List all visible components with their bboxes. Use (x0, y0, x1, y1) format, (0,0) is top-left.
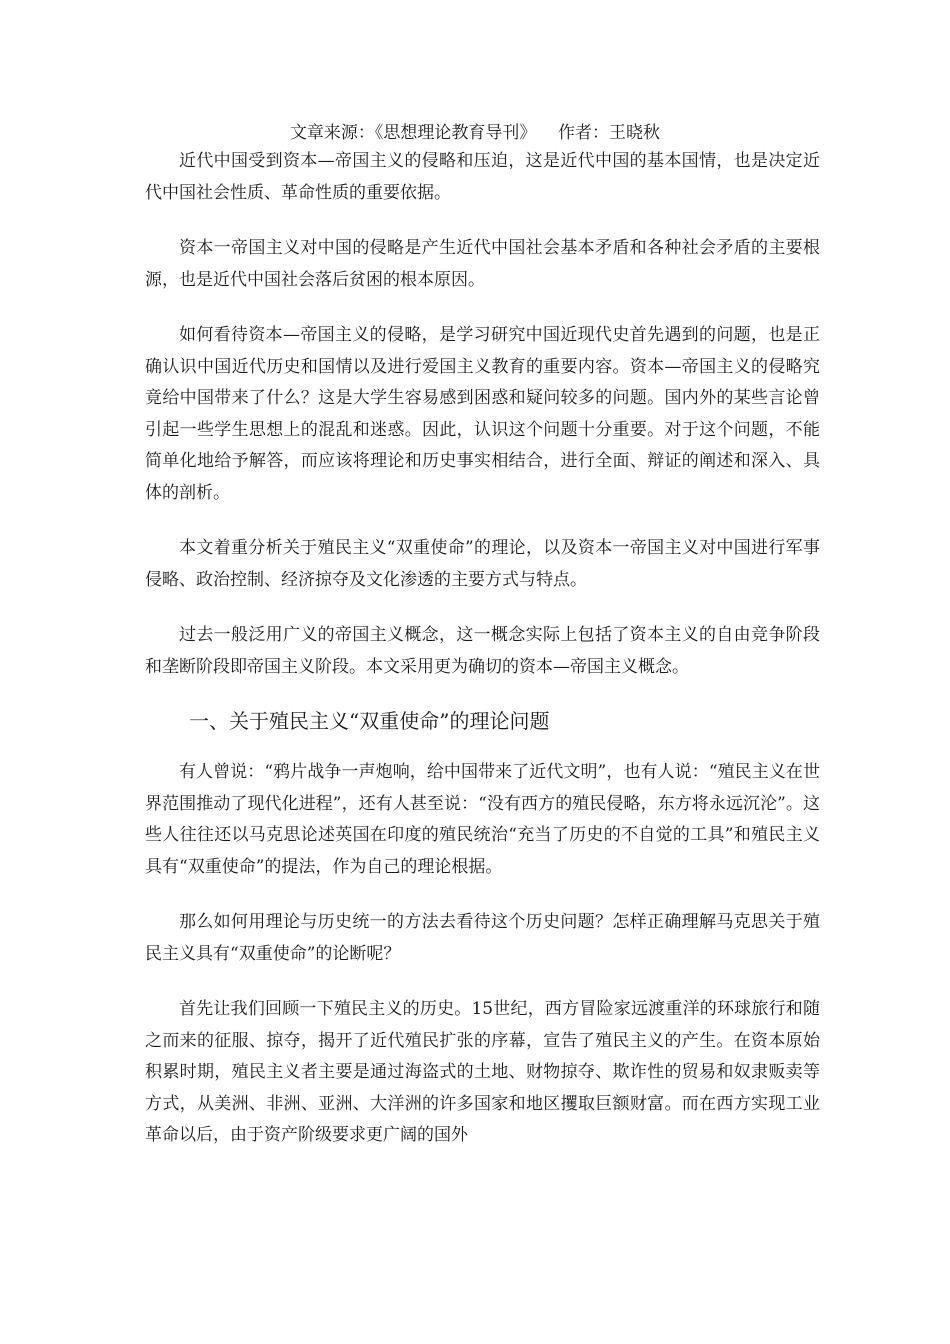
paragraph-intro-3: 如何看待资本—帝国主义的侵略，是学习研究中国近现代史首先遇到的问题，也是正确认识中国近代历史和国情以及进行爱国主义教育的重要内容。资本—帝国主义的侵略究竟给中国带来了什么？这是大学生容易感到困惑和疑问较多的问题。国内外的某些言论曾引起一些学生思想上的混乱和迷惑。因此，认识这个问题十分重要。对于这个问题，不能简单化地给予解答，而应该将理论和历史事实相结合，进行全面、辩证的阐述和深入、具体的剖析。 (145, 325, 820, 503)
paragraph-section-2: 那么如何用理论与历史统一的方法去看待这个历史问题？怎样正确理解马克思关于殖民主义具有“双重使命”的论断呢？ (145, 912, 820, 964)
paragraph-intro-4: 本文着重分析关于殖民主义“双重使命”的理论，以及资本一帝国主义对中国进行军事侵略、政治控制、经济掠夺及文化渗透的主要方式与特点。 (145, 538, 820, 590)
paragraph-section-1: 有人曾说：“鸦片战争一声炮响，给中国带来了近代文明”，也有人说：“殖民主义在世界范围推动了现代化进程”，还有人甚至说：“没有西方的殖民侵略，东方将永远沉沦”。这些人往往还以马克思论述英国在印度的殖民统治“充当了历史的不自觉的工具”和殖民主义具有“双重使命”的提法，作为自己的理论根据。 (145, 762, 820, 877)
paragraph-intro-5: 过去一般泛用广义的帝国主义概念，这一概念实际上包括了资本主义的自由竞争阶段和垄断阶段即帝国主义阶段。本文采用更为确切的资本—帝国主义概念。 (145, 625, 820, 677)
paragraph-section-3: 首先让我们回顾一下殖民主义的历史。15世纪，西方冒险家远渡重洋的环球旅行和随之而来的征服、掠夺，揭开了近代殖民扩张的序幕，宣告了殖民主义的产生。在资本原始积累时期，殖民主义者主要是通过海盗式的土地、财物掠夺、欺诈性的贸易和奴隶贩卖等方式，从美洲、非洲、亚洲、大洋洲的许多国家和地区攫取巨额财富。而在西方实现工业革命以后，由于资产阶级要求更广阔的国外 (145, 999, 820, 1145)
paragraph-intro-1: 近代中国受到资本—帝国主义的侵略和压迫，这是近代中国的基本国情，也是决定近代中国社会性质、革命性质的重要依据。 (145, 151, 820, 203)
paragraph-intro-2: 资本一帝国主义对中国的侵略是产生近代中国社会基本矛盾和各种社会矛盾的主要根源，也是近代中国社会落后贫困的根本原因。 (145, 238, 820, 290)
article-body (145, 146, 820, 1176)
section-heading: 一、关于殖民主义“双重使命”的理论问题 (189, 709, 550, 733)
source-and-author-line: 文章来源：《思想理论教育导刊》 作者：王晓秋 (289, 123, 661, 143)
